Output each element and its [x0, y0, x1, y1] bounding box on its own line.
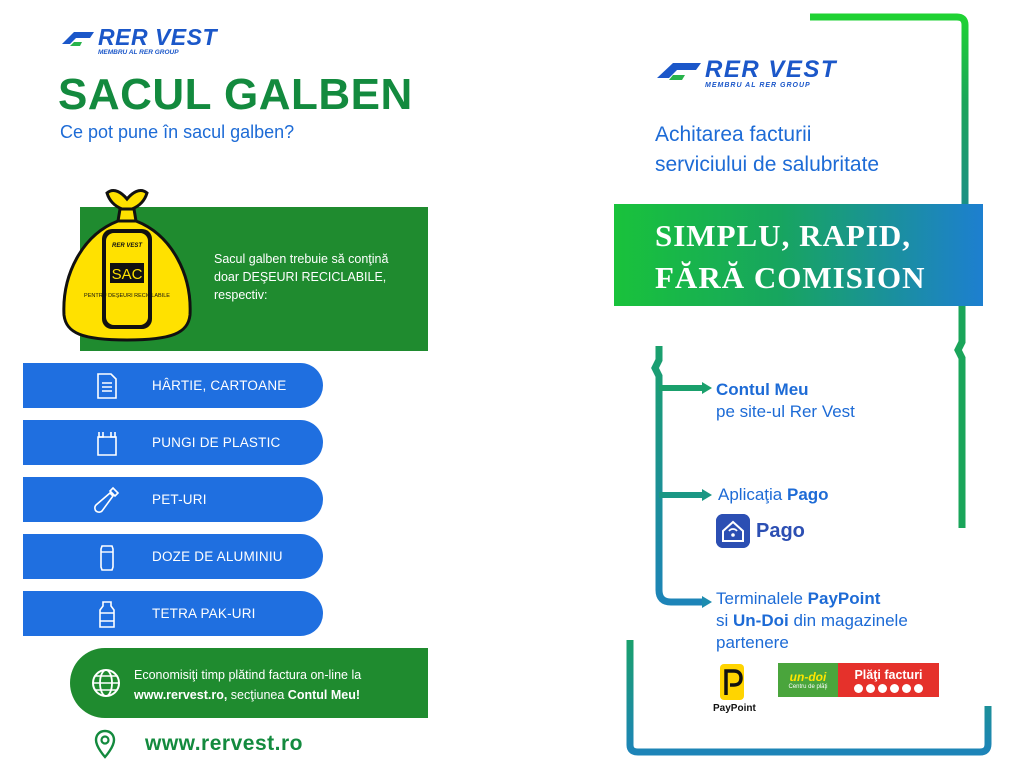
undoi-bills-title: Plăţi facturi — [854, 667, 923, 682]
undoi-utility-icons — [854, 684, 923, 693]
intro-text: Sacul galben trebuie să conţină doar DEŞEURI RECICLABILE, respectiv: — [214, 252, 389, 302]
utility-icon — [878, 684, 887, 693]
utility-icon — [866, 684, 875, 693]
undoi-logo — [778, 663, 939, 697]
info-middle: secţiunea — [227, 688, 288, 702]
logo-name: RER VEST — [98, 24, 218, 50]
logo-tagline: MEMBRU AL RER GROUP — [705, 82, 811, 89]
page-subtitle: Ce pot pune în sacul galben? — [60, 122, 295, 142]
option-paypoint-prefix: Terminalele — [716, 589, 808, 608]
item-aluminium-label: DOZE DE ALUMINIU — [152, 549, 283, 564]
option-paypoint-title: PayPoint — [807, 589, 881, 608]
page-title: SACUL GALBEN — [58, 70, 413, 119]
option-pago-prefix: Aplicaţia — [718, 485, 787, 504]
option-undoi-title: Un-Doi — [733, 611, 789, 630]
rer-logo-mark-icon — [655, 58, 703, 82]
option-pago — [718, 484, 829, 506]
item-paper-label: HÂRTIE, CARTOANE — [152, 378, 287, 393]
payment-title-line2: serviciului de salubritate — [655, 153, 880, 176]
pago-logo[interactable] — [716, 514, 805, 548]
option-undoi-prefix: si — [716, 611, 733, 630]
slogan-text — [655, 215, 975, 299]
bag-main-label: SAC — [111, 266, 143, 283]
utility-icon — [890, 684, 899, 693]
option-partners: partenere — [716, 633, 789, 652]
item-plastic-bag-label: PUNGI DE PLASTIC — [152, 435, 281, 450]
payment-title — [655, 120, 945, 180]
info-url-link[interactable]: www.rervest.ro, — [134, 688, 228, 702]
utility-icon — [914, 684, 923, 693]
option-contul-meu-desc: pe site-ul Rer Vest — [716, 402, 855, 421]
utility-icon — [854, 684, 863, 693]
item-pet-label: PET-URI — [152, 492, 207, 507]
paypoint-label: PayPoint — [713, 703, 756, 714]
bag-logo-text: RER VEST — [111, 243, 143, 249]
undoi-bills-block — [838, 663, 939, 697]
slogan-line1: SIMPLU, RAPID, — [655, 218, 911, 253]
option-pago-title: Pago — [786, 485, 829, 504]
pago-app-icon — [716, 514, 750, 548]
option-contul-meu — [716, 379, 855, 423]
option-contul-meu-title[interactable]: Contul Meu — [716, 380, 809, 399]
logo-tagline: MEMBRU AL RER GROUP — [98, 49, 179, 56]
footer-website-link[interactable]: www.rervest.ro — [145, 732, 303, 755]
right-logo — [655, 56, 837, 89]
undoi-brand-block — [778, 663, 838, 697]
option-paypoint — [716, 588, 908, 654]
item-tetrapak-label: TETRA PAK-URI — [152, 606, 256, 621]
slogan-line2: FĂRĂ COMISION — [655, 260, 926, 295]
logo-name: RER VEST — [705, 56, 838, 83]
undoi-brand: un-doi — [789, 670, 827, 684]
info-line1: Economisiţi timp plătind factura on-line la — [134, 668, 362, 682]
option-undoi-rest: din magazinele — [788, 611, 908, 630]
info-section: Contul Meu! — [287, 688, 361, 702]
pago-logo-text: Pago — [756, 519, 805, 542]
payment-title-line1: Achitarea facturii — [655, 123, 812, 146]
utility-icon — [902, 684, 911, 693]
bag-bottom-label: PENTRU DEŞEURI RECICLABILE — [84, 293, 170, 299]
undoi-subtitle: Centru de plăţi — [788, 684, 828, 690]
